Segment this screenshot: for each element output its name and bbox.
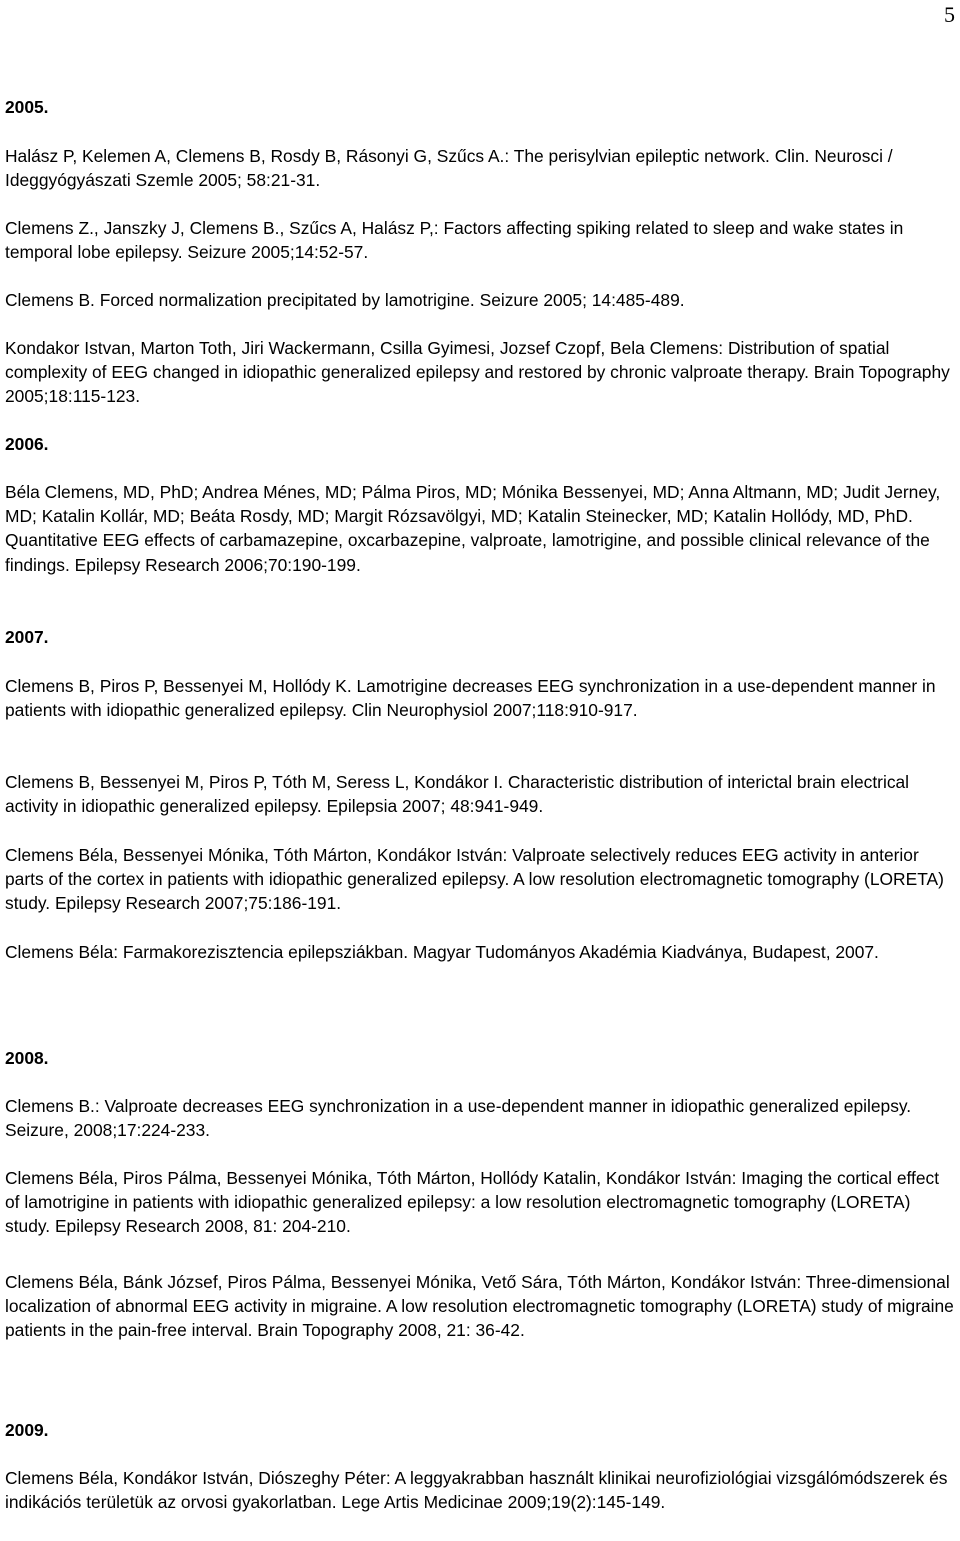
publication-entry: Clemens Béla, Kondákor István, Diószeghy Péter: A leggyakrabban használt klinikai neurofiziológiai vizsgálómódszerek és indikációs területük az orvosi gyakorlatban. Lege Artis Medicinae 2009;19(2):145-149.	[5, 1468, 948, 1513]
publication-entry: Halász P, Kelemen A, Clemens B, Rosdy B, Rásonyi G, Szűcs A.: The perisylvian epileptic network. Clin. Neurosci / Ideggyógyászati Szemle 2005; 58:21-31.	[5, 146, 893, 191]
year-heading: 2009.	[5, 1420, 49, 1440]
publication-entry: Clemens B. Forced normalization precipitated by lamotrigine. Seizure 2005; 14:485-489.	[5, 290, 685, 310]
publication-entry: Clemens B, Bessenyei M, Piros P, Tóth M, Seress L, Kondákor I. Characteristic distribution of interictal brain electrical activity in idiopathic generalized epilepsy. Epilepsia 2007; 48:941-949.	[5, 772, 910, 817]
publication-entry: Clemens B, Piros P, Bessenyei M, Hollódy K. Lamotrigine decreases EEG synchronization in a use-dependent manner in patients with idiopathic generalized epilepsy. Clin Neurophysiol 2007;118:910-917.	[5, 676, 936, 721]
publication-entry: Kondakor Istvan, Marton Toth, Jiri Wackermann, Csilla Gyimesi, Jozsef Czopf, Bela Clemens: Distribution of spatial complexity of EEG changed in idiopathic generalized epilepsy and restored by chronic valproate therapy. Brain Topography 2005;18:115-123.	[5, 338, 950, 407]
publication-entry: Clemens Z., Janszky J, Clemens B., Szűcs A, Halász P,: Factors affecting spiking related to sleep and wake states in temporal lobe epilepsy. Seizure 2005;14:52-57.	[5, 218, 904, 263]
publication-entry: Clemens Béla, Piros Pálma, Bessenyei Mónika, Tóth Márton, Hollódy Katalin, Kondákor István: Imaging the cortical effect of lamotrigine in patients with idiopathic generalized epilepsy: a low resolution electromagnetic tomography (LORETA) study. Epilepsy Research 2008, 81: 204-210.	[5, 1168, 940, 1237]
publication-entry: Clemens Béla: Farmakorezisztencia epilepsziákban. Magyar Tudományos Akadémia Kiadványa, Budapest, 2007.	[5, 942, 879, 962]
publication-entry: Clemens Béla, Bessenyei Mónika, Tóth Márton, Kondákor István: Valproate selectively reduces EEG activity in anterior parts of the cortex in patients with idiopathic generalized epilepsy. A low resolution electromagnetic tomography (LORETA) study. Epilepsy Research 2007;75:186-191.	[5, 845, 944, 914]
page-number: 5	[944, 2, 955, 27]
publication-entry: Clemens Béla, Bánk József, Piros Pálma, Bessenyei Mónika, Vető Sára, Tóth Márton, Kondákor István: Three-dimensional localization of abnormal EEG activity in migraine. A low resolution electromagnetic tomography (LORETA) study of migraine patients in the pain-free interval. Brain Topography 2008, 21: 36-42.	[5, 1272, 954, 1341]
publication-entry: Béla Clemens, MD, PhD; Andrea Ménes, MD; Pálma Piros, MD; Mónika Bessenyei, MD; Anna Altmann, MD; Judit Jerney, MD; Katalin Kollár, MD; Beáta Rosdy, MD; Margit Rózsavölgyi, MD; Katalin Steinecker, MD; Katalin Hollódy, MD, PhD. Quantitative EEG effects of carbamazepine, oxcarbazepine, valproate, lamotrigine, and possible clinical relevance of the findings. Epilepsy Research 2006;70:190-199.	[5, 482, 941, 575]
year-heading: 2008.	[5, 1048, 49, 1068]
publication-entry: Clemens B.: Valproate decreases EEG synchronization in a use-dependent manner in idiopathic generalized epilepsy. Seizure, 2008;17:224-233.	[5, 1096, 912, 1141]
year-heading: 2006.	[5, 434, 49, 454]
year-heading: 2007.	[5, 627, 49, 647]
year-heading: 2005.	[5, 97, 49, 117]
